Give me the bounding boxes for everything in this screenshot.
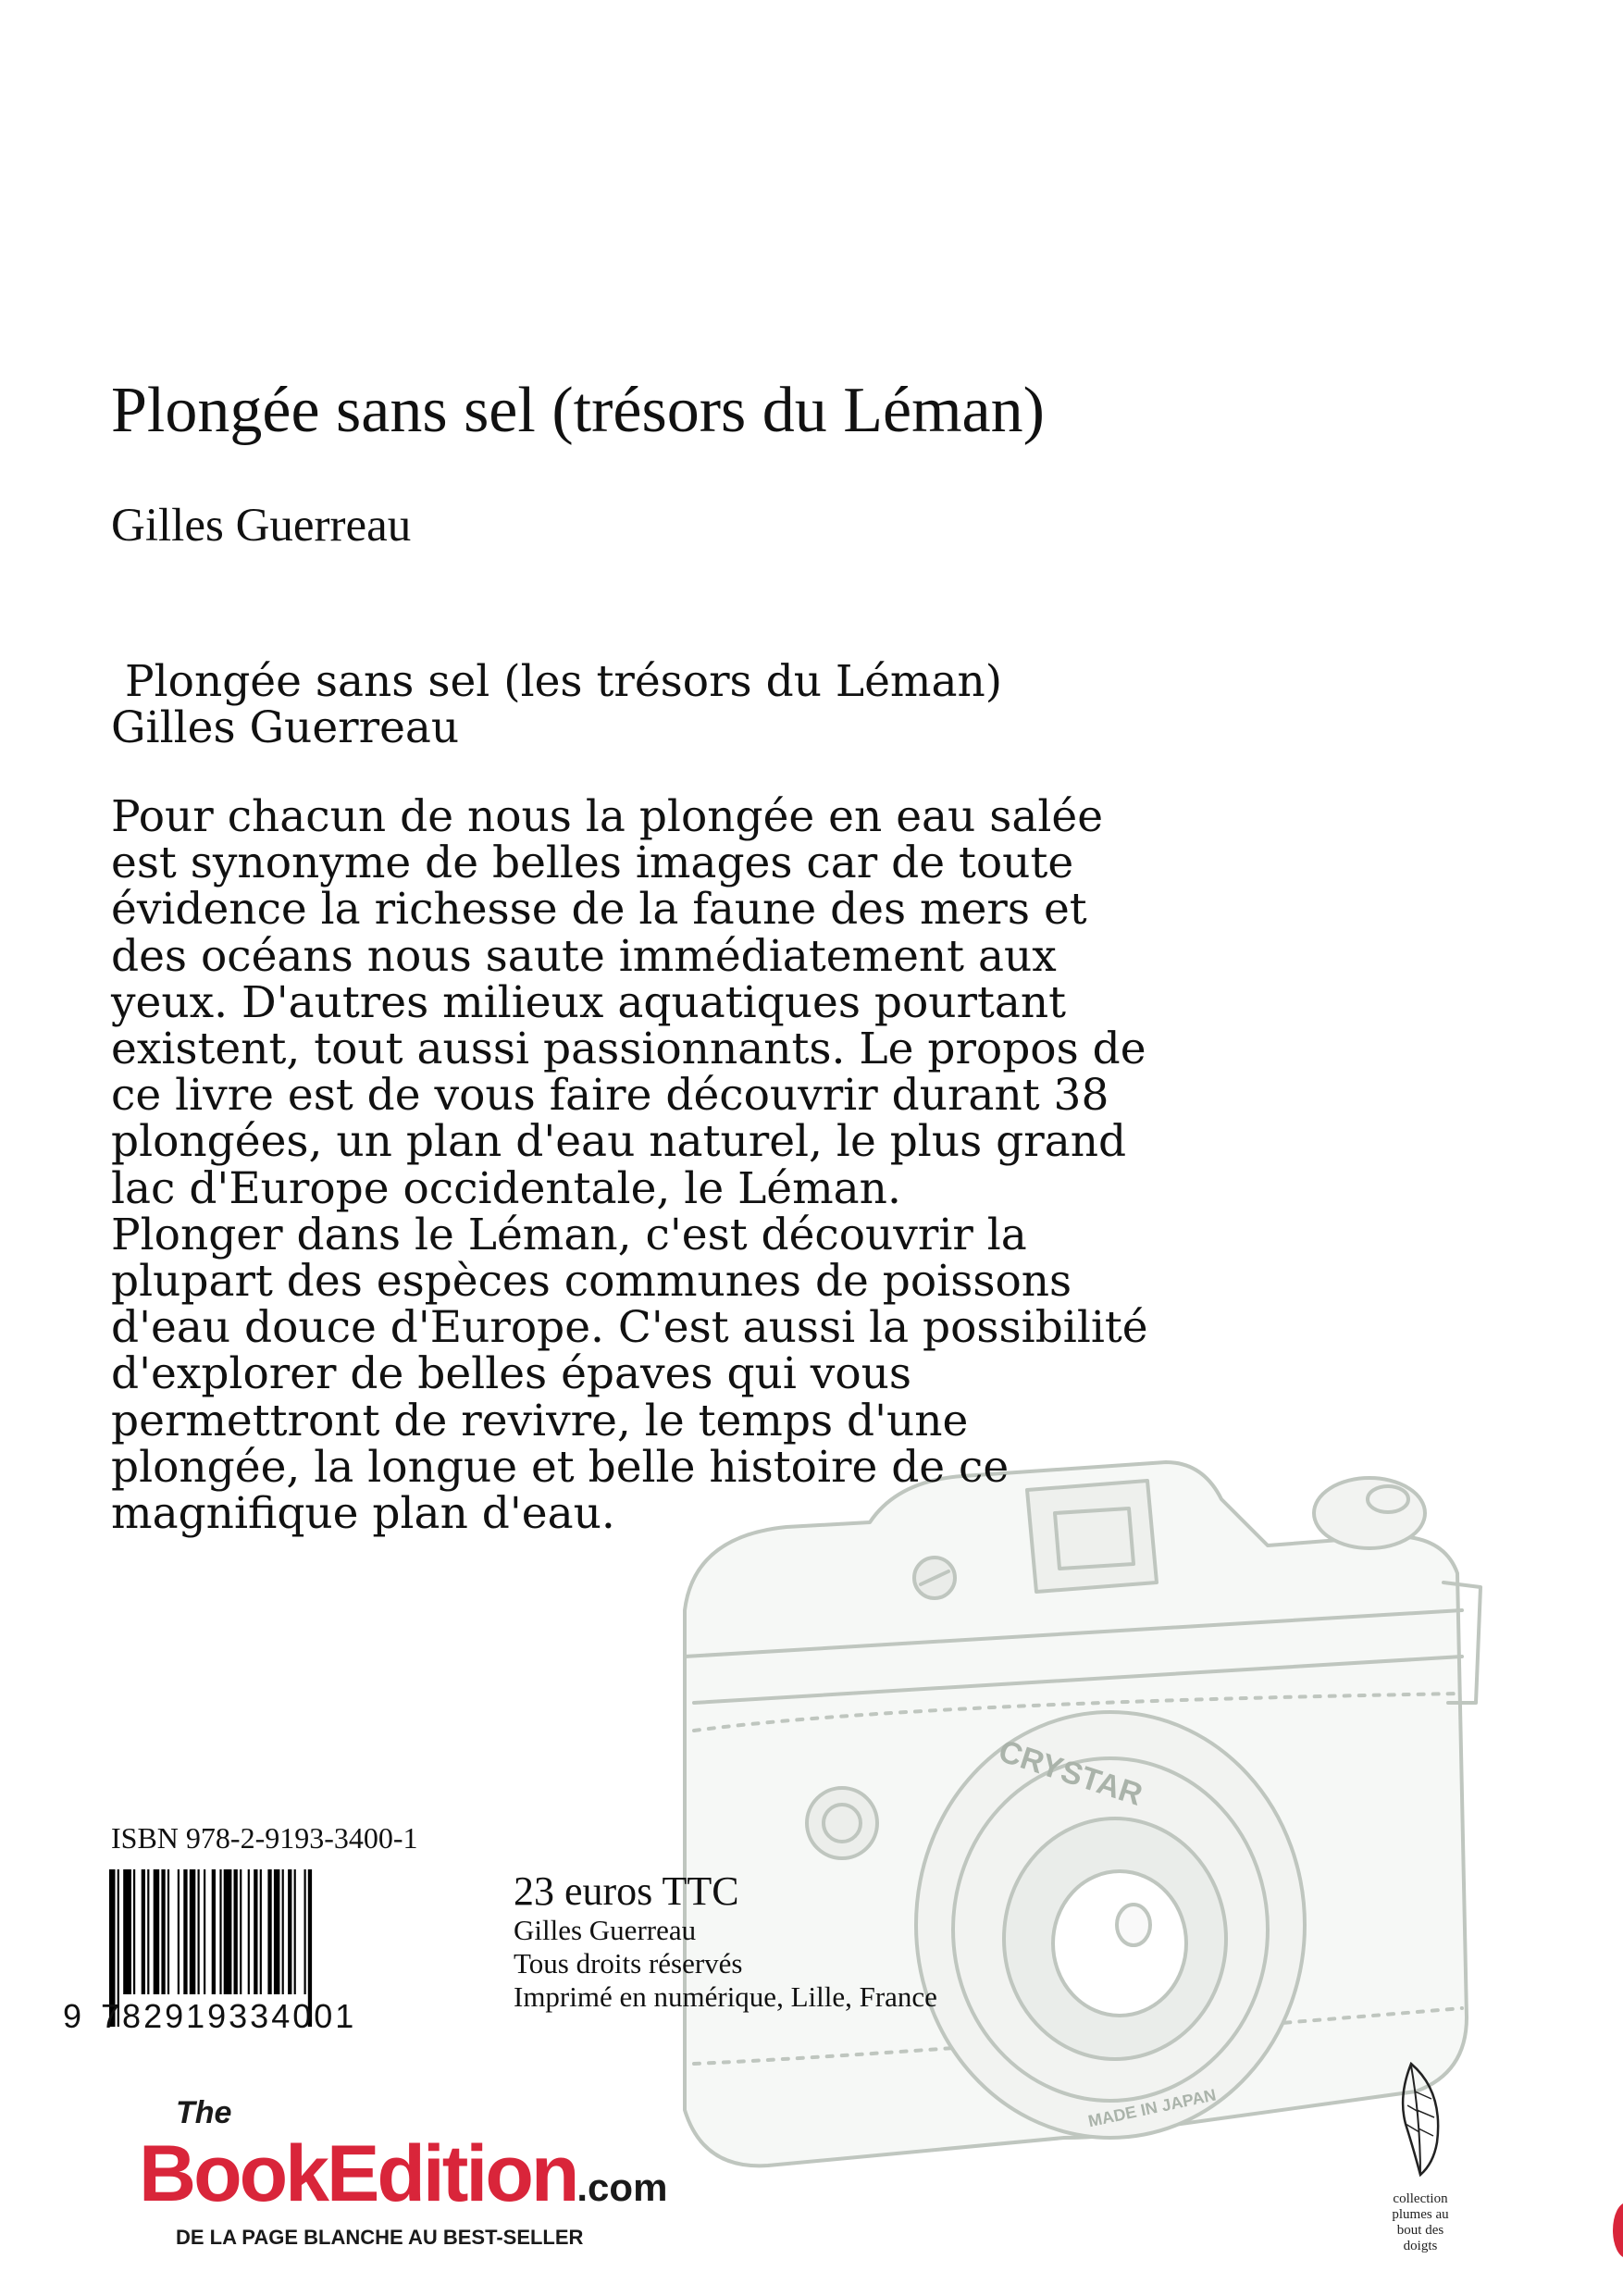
barcode-bar [240,1869,242,1994]
barcode-bar [288,1869,291,1994]
barcode-bar [212,1869,216,1994]
imprint-printed: Imprimé en numérique, Lille, France [514,1980,937,2014]
collection-text [1383,2191,1457,2254]
barcode-bar [282,1869,284,1994]
blurb-line: ce livre est de vous faire découvrir durant 38 [111,1070,1109,1122]
barcode-bar [248,1869,250,1994]
barcode-bar [190,1869,196,1994]
subtitle-block [111,656,1003,753]
blurb-line: Pour chacun de nous la plongée en eau salée [111,791,1104,842]
logo-the: The [176,2095,232,2130]
blurb-line: lac d'Europe occidentale, le Léman. [111,1162,901,1214]
barcode-bar [294,1869,296,1994]
barcode-bar [142,1869,145,1994]
blurb-paragraph [111,791,1314,1540]
blurb-line: magnifique plan d'eau. [111,1488,615,1540]
blurb-line: d'eau douce d'Europe. C'est aussi la possibilité [111,1302,1148,1354]
corner-mark [1613,2203,1623,2258]
camera-illustration [629,1425,1490,2221]
price-block [514,1869,937,2014]
blurb-line: existent, tout aussi passionnants. Le propos de [111,1024,1146,1075]
barcode-bar [234,1869,238,1994]
barcode-bar [224,1869,232,1994]
blurb-line: plongées, un plan d'eau naturel, le plus grand [111,1116,1127,1168]
logo-name-text: BookEdition [139,2129,577,2218]
blurb-line: est synonyme de belles images car de toute [111,838,1074,889]
barcode-bar [254,1869,257,1994]
logo-tagline: DE LA PAGE BLANCHE AU BEST-SELLER [176,2226,584,2249]
imprint-owner: Gilles Guerreau [514,1914,697,1947]
imprint-rights: Tous droits réservés [514,1947,743,1980]
barcode-digits [63,1997,461,2036]
collection-line: bout des [1396,2223,1444,2238]
barcode-bar [204,1869,205,1994]
barcode-bar [147,1869,149,1994]
collection-line: doigts [1403,2239,1438,2253]
blurb-line: des océans nous saute immédiatement aux [111,930,1057,982]
book-title: Plongée sans sel (trésors du Léman) [111,375,1045,446]
collection-line: plumes au [1392,2207,1449,2222]
blurb-line: d'explorer de belles épaves qui vous [111,1348,912,1400]
subtitle-title: Plongée sans sel (les trésors du Léman) [125,656,1003,707]
book-author: Gilles Guerreau [111,500,412,552]
barcode-bar [178,1869,180,1994]
barcode-bar [267,1869,271,1994]
blurb-line: yeux. D'autres milieux aquatiques pourtant [111,976,1067,1028]
barcode-bar [167,1869,169,1994]
camera-marking-text: MADE IN JAPAN [1086,2085,1218,2131]
subtitle-author: Gilles Guerreau [111,702,460,753]
feather-icon [1393,2054,1448,2184]
logo-domain: .com [576,2166,668,2209]
barcode-bar [123,1869,131,1994]
barcode-first-digit: 9 [63,1997,85,2035]
barcode-bar [154,1869,160,1994]
barcode-bar [304,1869,306,1994]
barcode-bar [198,1869,200,1994]
barcode-digit-group: 782919334001 [101,1997,357,2035]
blurb-line: plupart des espèces communes de poissons [111,1256,1072,1308]
blurb-line: permettront de revivre, le temps d'une [111,1395,969,1446]
blurb-line: plongée, la longue et belle histoire de ce [111,1441,1010,1493]
blurb-line: évidence la richesse de la faune des mers et [111,884,1087,936]
collection-line: collection [1393,2191,1448,2206]
camera-brand-text: CRYSTAR [994,1733,1147,1813]
barcode-bar [133,1869,135,1994]
barcode-bar [274,1869,280,1994]
barcode-bar [183,1869,187,1994]
logo-name [139,2128,667,2220]
blurb-line: Plonger dans le Léman, c'est découvrir la [111,1209,1027,1260]
publisher-logo [139,2095,668,2286]
collection-mark [1383,2054,1457,2254]
isbn-label: ISBN 978-2-9193-3400-1 [111,1821,418,1855]
barcode-bar [219,1869,221,1994]
price: 23 euros TTC [514,1868,739,1914]
barcode-bar [260,1869,262,1994]
barcode-bar [161,1869,165,1994]
